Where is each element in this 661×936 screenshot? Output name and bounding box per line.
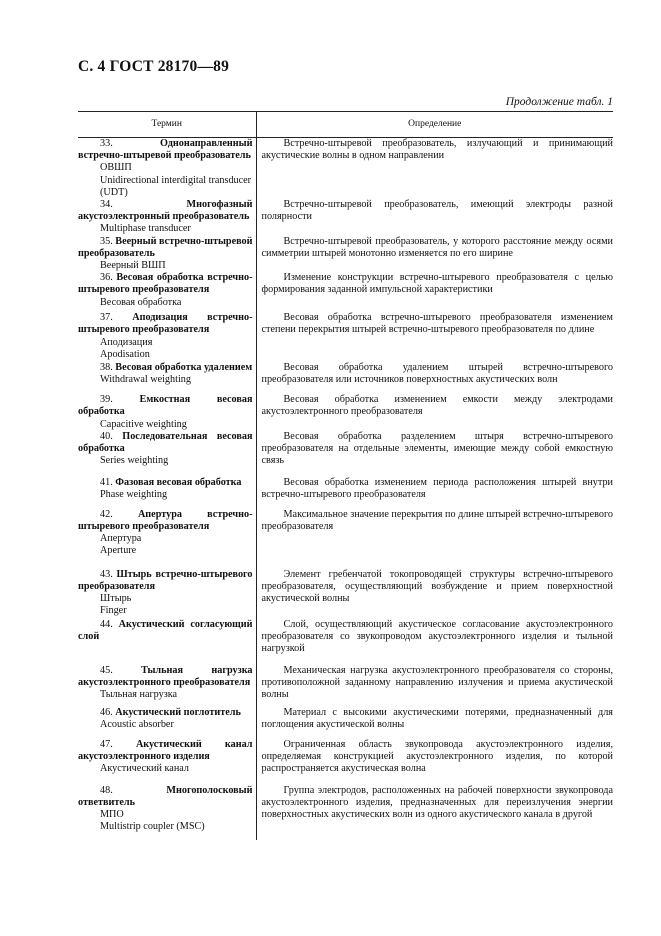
definition-text: Изменение конструкции встречно-штыревого преобразователя с целью формирования заданной импульсной характеристики	[261, 272, 613, 296]
definition-cell	[256, 236, 613, 273]
definition-cell	[256, 739, 613, 785]
term-title	[78, 431, 253, 455]
term-title	[78, 509, 253, 533]
term-cell	[78, 394, 256, 431]
term-synonym: Штырь	[100, 593, 132, 605]
term-cell	[78, 509, 256, 569]
term-number: 40.	[100, 430, 113, 442]
table-row	[78, 619, 613, 665]
definition-cell	[256, 138, 613, 200]
term-title	[78, 785, 253, 809]
definition-cell	[256, 619, 613, 665]
definition-text: Весовая обработка изменением периода расположения штырей внутри встречно-штыревого преобразователя	[261, 476, 613, 501]
term-synonym: Aperture	[100, 545, 137, 557]
definition-text: Ограниченная область звукопровода акустоэлектронного изделия, определяемая конструкцией акустоэлектронного изделия, по которой распространяется акустическая волна	[261, 738, 613, 775]
definition-text: Элемент гребенчатой токопроводящей структуры встречно-штыревого преобразователя, осуществляющий возбуждение и прием поверхностной акустической волны	[261, 568, 613, 605]
definition-text: Материал с высокими акустическими потерями, предназначенный для поглощения акустической волны	[261, 706, 613, 731]
term-synonym: Тыльная нагрузка	[100, 689, 178, 701]
term-cell	[78, 739, 256, 785]
definition-text: Весовая обработка разделением штыря встречно-штыревого преобразователя на отдельные элементы, имеющие между собой емкостную связь	[261, 430, 613, 467]
term-number: 44.	[100, 618, 113, 630]
term-name: Емкостная весовая обработка	[78, 394, 253, 418]
term-title	[78, 707, 253, 719]
column-header-definition: Определение	[256, 112, 613, 138]
definition-text: Весовая обработка встречно-штыревого преобразователя изменением степени перекрытия штырей встречно-штыревого преобразователя по длине	[261, 312, 613, 336]
term-title	[78, 739, 253, 763]
term-number: 34.	[100, 199, 113, 211]
term-number: 37.	[100, 312, 113, 324]
term-synonym: Apodisation	[100, 348, 150, 360]
table-row	[78, 707, 613, 739]
term-synonym: Апертура	[100, 533, 142, 545]
term-title	[78, 272, 253, 296]
term-cell	[78, 236, 256, 273]
definition-cell	[256, 394, 613, 431]
definition-cell	[256, 312, 613, 362]
term-number: 38.	[100, 362, 113, 374]
term-cell	[78, 312, 256, 362]
term-cell	[78, 431, 256, 477]
term-name: Тыльная нагрузка акустоэлектронного преобразователя	[78, 664, 253, 689]
term-synonym: Multiphase transducer	[100, 223, 191, 235]
term-title	[78, 199, 253, 223]
table-row	[78, 362, 613, 394]
term-synonym: Веерный ВШП	[100, 260, 166, 272]
term-number: 41.	[100, 476, 113, 488]
definition-cell	[256, 362, 613, 394]
term-title	[78, 138, 253, 162]
term-number: 42.	[100, 508, 113, 520]
definition-text: Весовая обработка изменением емкости между электродами акустоэлектронного преобразователя	[261, 394, 613, 418]
term-synonym: Phase weighting	[100, 489, 168, 501]
table-row	[78, 431, 613, 477]
term-title	[78, 312, 253, 336]
term-synonym: Unidirectional interdigital transducer (UDT)	[100, 174, 252, 198]
term-cell	[78, 199, 256, 236]
term-cell	[78, 272, 256, 312]
definition-cell	[256, 509, 613, 569]
term-cell	[78, 619, 256, 665]
term-name: Аподизация встречно-штыревого преобразователя	[78, 312, 253, 336]
term-title	[78, 619, 253, 643]
term-title	[78, 477, 253, 489]
term-cell	[78, 569, 256, 619]
table-row	[78, 569, 613, 619]
definition-text: Слой, осуществляющий акустическое согласование акустоэлектронного преобразователя со звукопроводом акустоэлектронного изделия и тыльной нагрузкой	[261, 618, 613, 655]
column-header-term: Термин	[78, 112, 256, 138]
definition-cell	[256, 785, 613, 840]
page-header: С. 4 ГОСТ 28170—89	[78, 58, 230, 75]
term-synonym: ОВШП	[100, 162, 132, 174]
term-title	[78, 236, 253, 260]
definition-text: Группа электродов, расположенных на рабочей поверхности звукопровода акустоэлектронного изделия, предназначенных для переизлучения энергии поверхностных акустических волн из одного акустического канала в другой	[261, 784, 613, 821]
term-cell	[78, 785, 256, 840]
term-number: 45.	[100, 664, 113, 676]
term-cell	[78, 138, 256, 200]
term-synonym: Finger	[100, 605, 127, 617]
table-row	[78, 665, 613, 707]
table-row	[78, 138, 613, 200]
term-number: 47.	[100, 738, 113, 750]
table-row	[78, 394, 613, 431]
table-row	[78, 199, 613, 236]
table-header-row	[78, 112, 613, 138]
term-synonym: Acoustic absorber	[100, 719, 174, 731]
term-name: Весовая обработка встречно-штыревого преобразователя	[78, 272, 253, 296]
term-name: Однонаправленный встречно-штыревой преобразователь	[78, 138, 253, 162]
definition-cell	[256, 707, 613, 739]
term-synonym: Capacitive weighting	[100, 418, 187, 430]
term-number: 39.	[100, 394, 113, 406]
definition-cell	[256, 199, 613, 236]
definition-text: Механическая нагрузка акустоэлектронного преобразователя со стороны, противоположной заданному направлению излучения и приема акустической волны	[261, 664, 613, 701]
definition-text: Встречно-штыревой преобразователь, имеющий электроды разной полярности	[261, 199, 613, 223]
term-synonym: МПО	[100, 809, 124, 821]
term-cell	[78, 707, 256, 739]
term-cell	[78, 665, 256, 707]
term-name: Акустический поглотитель	[115, 706, 241, 718]
term-number: 48.	[100, 784, 113, 796]
table-row	[78, 272, 613, 312]
table-row	[78, 739, 613, 785]
term-name: Многофазный акустоэлектронный преобразователь	[78, 199, 253, 223]
definition-cell	[256, 665, 613, 707]
term-synonym: Акустический канал	[100, 763, 189, 775]
definition-cell	[256, 431, 613, 477]
term-name: Акустический согласующий слой	[78, 618, 253, 643]
term-number: 46.	[100, 706, 113, 718]
term-name: Весовая обработка удалением	[115, 362, 253, 374]
term-name: Фазовая весовая обработка	[115, 476, 242, 488]
term-synonym: Multistrip coupler (MSC)	[100, 821, 205, 833]
term-name: Акустический канал акустоэлектронного изделия	[78, 738, 253, 763]
term-synonym: Withdrawal weighting	[100, 374, 191, 386]
term-title	[78, 394, 253, 418]
term-title	[78, 569, 253, 593]
definition-text: Максимальное значение перекрытия по длине штырей встречно-штыревого преобразователя	[261, 508, 613, 533]
table-body	[78, 138, 613, 840]
term-number: 35.	[100, 235, 113, 247]
term-title	[78, 362, 253, 374]
table-row	[78, 312, 613, 362]
term-cell	[78, 362, 256, 394]
definition-cell	[256, 477, 613, 509]
term-number: 43.	[100, 568, 113, 580]
term-synonym: Series weighting	[100, 455, 169, 467]
terms-table	[78, 111, 613, 840]
term-number: 33.	[100, 138, 113, 149]
term-name: Многополосковый ответвитель	[78, 784, 253, 809]
term-name: Веерный встречно-штыревой преобразователь	[78, 235, 253, 259]
term-name: Штырь встречно-штыревого преобразователя	[78, 568, 253, 593]
term-name: Последовательная весовая обработка	[78, 430, 253, 455]
term-number: 36.	[100, 272, 113, 284]
table-row	[78, 477, 613, 509]
table-row	[78, 785, 613, 840]
definition-text: Встречно-штыревой преобразователь, у которого расстояние между осями симметрии штырей монотонно изменяется по его ширине	[261, 235, 613, 259]
table-continuation-label: Продолжение табл. 1	[505, 96, 613, 108]
definition-cell	[256, 272, 613, 312]
table-row	[78, 236, 613, 273]
definition-text: Встречно-штыревой преобразователь, излучающий и принимающий акустические волны в одном направлении	[261, 138, 613, 162]
term-synonym: Весовая обработка	[100, 296, 182, 308]
definition-text: Весовая обработка удалением штырей встречно-штыревого преобразователя или источников поверхностных акустических волн	[261, 362, 613, 386]
term-title	[78, 665, 253, 689]
term-synonym: Аподизация	[100, 336, 153, 348]
term-cell	[78, 477, 256, 509]
table-row	[78, 509, 613, 569]
definition-cell	[256, 569, 613, 619]
term-name: Апертура встречно-штыревого преобразователя	[78, 508, 253, 533]
